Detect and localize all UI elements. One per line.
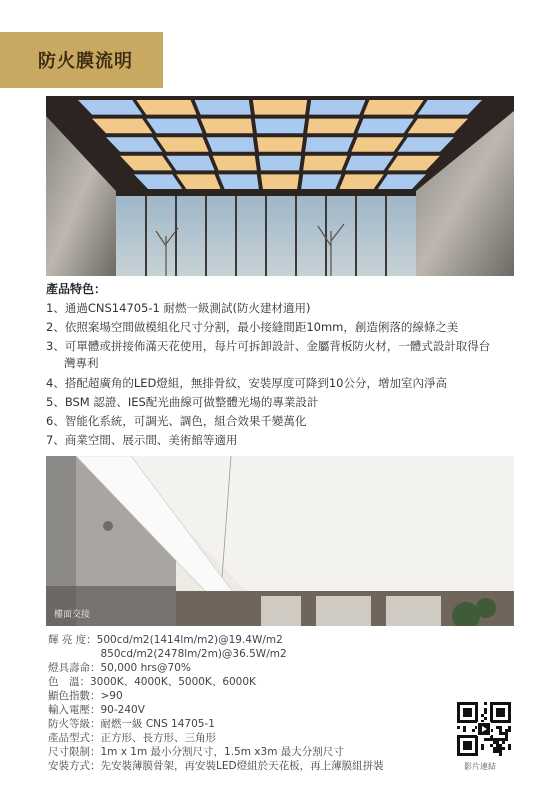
- spec-line: 燈具壽命：50,000 hrs@70%: [48, 662, 191, 674]
- film-ceiling-photo: [46, 456, 514, 626]
- feature-item: 5、BSM 認證、IES配光曲線可做整體光場的專業設計: [46, 395, 319, 409]
- feature-item: 3、可單體或拼接佈滿天花使用，每片可拆卸設計、金屬背板防火材，一體式設計取得台: [46, 339, 491, 353]
- ceiling-photo: [46, 96, 514, 276]
- photo-caption: 樓面交接: [54, 610, 91, 620]
- page-title: 防火膜流明: [38, 51, 133, 72]
- feature-item: 6、智能化系統，可調光、調色，組合效果千變萬化: [46, 414, 307, 428]
- spec-line: 850cd/m2(2478lm/2m)@36.5W/m2: [48, 648, 287, 660]
- feature-item: 1、通過CNS14705-1 耐燃一級測試(防火建材適用): [46, 301, 311, 315]
- features-heading: 產品特色：: [46, 282, 107, 296]
- spec-line: 產品型式：正方形、長方形、三角形: [48, 732, 216, 744]
- feature-item: 4、搭配超廣角的LED燈組，無排骨紋，安裝厚度可降到10公分，增加室內淨高: [46, 376, 447, 390]
- spec-line: 色 溫：3000K、4000K、5000K、6000K: [48, 676, 256, 688]
- feature-item-continued: 灣專利: [64, 356, 99, 370]
- play-icon: [477, 722, 491, 736]
- spec-line: 輸入電壓：90-240V: [48, 704, 145, 716]
- spec-line: 尺寸限制：1m x 1m 最小分割尺寸，1.5m x3m 最大分割尺寸: [48, 746, 344, 758]
- feature-item: 2、依照案場空間做模組化尺寸分割，最小接縫間距10mm，創造俐落的線條之美: [46, 320, 459, 334]
- qr-code[interactable]: [457, 702, 511, 756]
- spec-line: 輝 亮 度：500cd/m2(1414lm/m2)@19.4W/m2: [48, 634, 283, 646]
- qr-caption: 影片連結: [464, 762, 496, 771]
- spec-line: 防火等級：耐燃一級 CNS 14705-1: [48, 718, 215, 730]
- feature-item: 7、商業空間、展示間、美術館等適用: [46, 433, 238, 447]
- spec-line: 安裝方式：先安裝薄膜骨架，再安裝LED燈組於天花板，再上薄膜組拼裝: [48, 760, 384, 772]
- spec-line: 顯色指數：>90: [48, 690, 123, 702]
